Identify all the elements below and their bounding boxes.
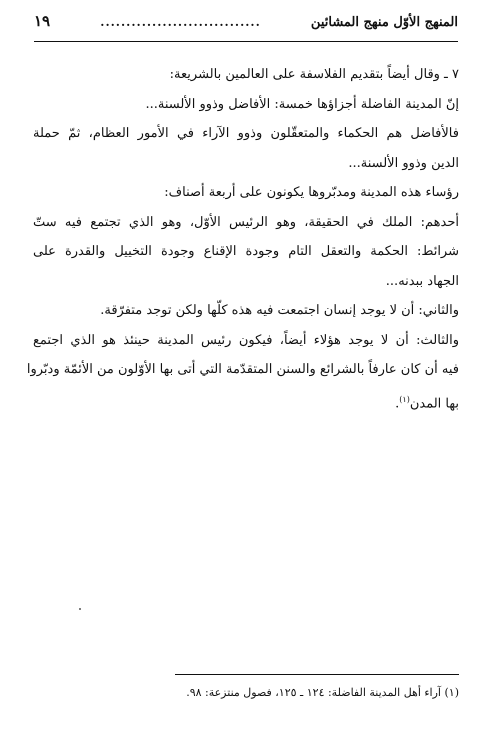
trailing-period: .: [395, 395, 400, 411]
paragraph: [33, 90, 459, 120]
paragraph: [33, 60, 459, 90]
text-line: فيه أن كان عارفاً بالشرائع والسنن المتقدّمة التي أتى بها الأوّلون من الأئمّة ودبّروا: [26, 362, 459, 377]
dot-leader: ...............................: [100, 15, 261, 29]
footnote-marker[interactable]: (١): [399, 394, 410, 404]
footnote: (١) آراء أهل المدينة الفاضلة: ١٢٤ ـ ١٢٥، فصول منتزعة: ٩٨.: [186, 686, 459, 699]
running-title: المنهج الأوّل منهج المشائين: [310, 15, 458, 30]
paragraph: [33, 119, 459, 178]
page-number: ١٩: [34, 12, 51, 30]
paragraph: [33, 178, 459, 208]
text-line: رؤساء هذه المدينة ومدبّروها يكونون على أربعة أصناف:: [164, 185, 459, 200]
text-line: الجهاد ببدنه...: [385, 273, 459, 289]
text-line: فالأفاضل هم الحكماء والمتعقّلون وذوو الآراء في الأمور العظام، ثمّ حملة: [33, 126, 459, 141]
paragraph: [26, 326, 459, 419]
text-line: إنّ المدينة الفاضلة أجزاؤها خمسة: الأفاضل وذوو الألسنة...: [145, 96, 459, 112]
header-rule: [34, 41, 458, 42]
body-text: [26, 60, 459, 418]
text-line: [33, 385, 459, 419]
footnote-rule: [175, 674, 459, 675]
text-line: ٧ ـ وقال أيضاً بتقديم الفلاسفة على العالمين بالشريعة:: [169, 67, 459, 82]
text-line: الدين وذوو الألسنة...: [348, 155, 459, 171]
page-speck: [79, 608, 81, 610]
text-fragment: بها المدن: [409, 395, 459, 411]
text-line: والثالث: أن لا يوجد هؤلاء أيضاً، فيكون رئيس المدينة حينئذ هو الذي اجتمع: [33, 332, 459, 348]
text-line: والثاني: أن لا يوجد إنسان اجتمعت فيه هذه كلّها ولكن توجد متفرّقة.: [100, 303, 459, 318]
text-line: أحدهم: الملك في الحقيقة، وهو الرئيس الأوّل، وهو الذي تجتمع فيه ستّ: [33, 214, 459, 230]
running-header: [34, 12, 458, 42]
paragraph: [33, 208, 459, 297]
paragraph: [33, 296, 459, 326]
text-line: شرائط: الحكمة والتعقل التام وجودة الإقناع وجودة التخييل والقدرة على: [33, 244, 459, 259]
